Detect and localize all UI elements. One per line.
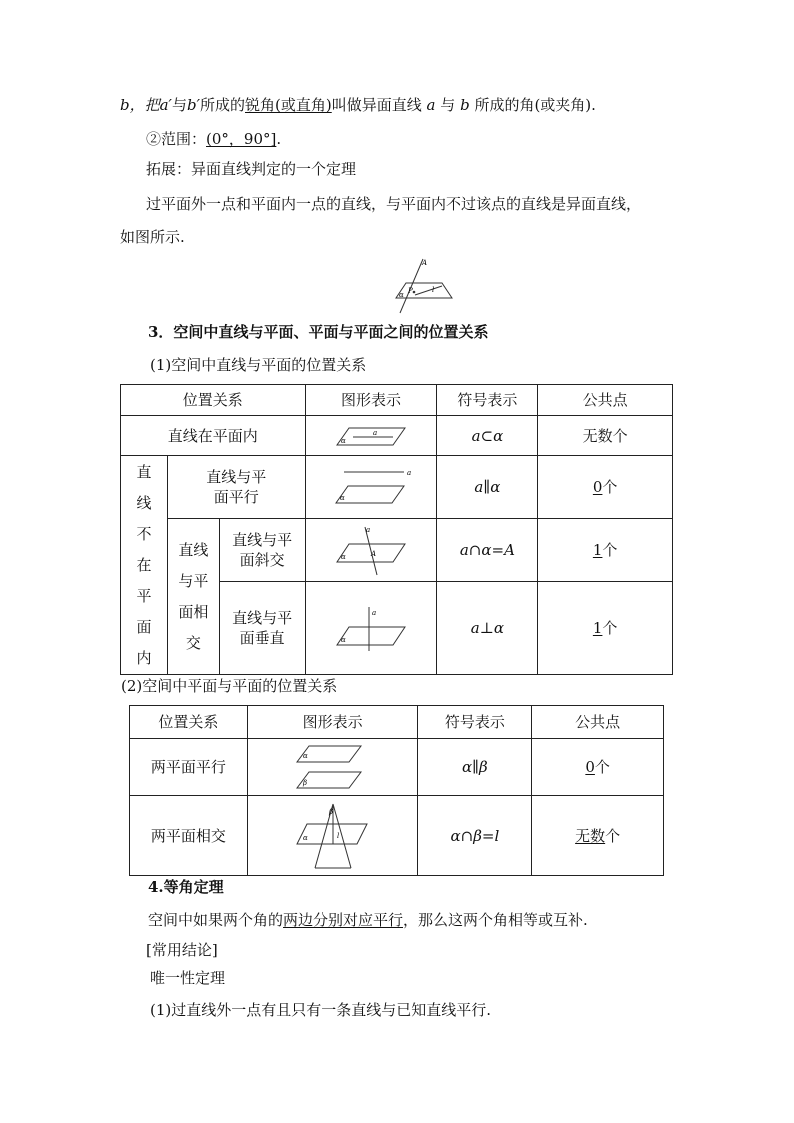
label-part: 面斜交 (239, 551, 285, 569)
symbol-perpendicular: a⊥α (437, 582, 538, 675)
answer-0: 0 (585, 758, 595, 776)
text-part: ，那么这两个角相等或互补. (403, 911, 588, 929)
points-perpendicular (538, 582, 673, 675)
line-oblique-plane-figure (329, 522, 413, 578)
section-4-body (148, 910, 588, 930)
row-label-parallel (167, 456, 305, 519)
label-alpha: α (341, 636, 346, 644)
table-row (121, 519, 673, 582)
label-a: a (373, 428, 378, 437)
header-common-points: 公共点 (538, 385, 673, 416)
answer-infinite: 无数 (575, 826, 606, 845)
row-label-planes-parallel: 两平面平行 (130, 739, 248, 796)
label-beta: β (328, 807, 333, 816)
label-a: a (407, 469, 412, 477)
range-line (146, 129, 281, 149)
label-not-in-plane (121, 456, 168, 675)
section-3-sub2: (2)空间中平面与平面的位置关系 (121, 677, 338, 695)
points-in-plane: 无数个 (538, 416, 673, 456)
text-called: 叫做异面直线 (331, 96, 422, 114)
parallel-planes-figure (293, 742, 373, 792)
symbol-planes-parallel: α∥β (418, 739, 532, 796)
section-3-title: 3．空间中直线与平面、平面与平面之间的位置关系 (148, 323, 489, 341)
figure-cell (305, 456, 437, 519)
header-figure: 图形表示 (305, 385, 437, 416)
answer-1: 1 (592, 619, 603, 637)
label-part: 面垂直 (239, 629, 285, 647)
table-row (130, 739, 664, 796)
char: 平 (136, 586, 152, 605)
text-a-prime: a′ (159, 96, 172, 114)
label-part: 直线与平 (206, 468, 267, 486)
extension-body-2: 如图所示. (120, 228, 185, 246)
char: 不 (136, 524, 152, 543)
char: 在 (136, 555, 152, 574)
label-P: P (408, 287, 413, 295)
table-row (121, 456, 673, 519)
section-3-sub1: (1)空间中直线与平面的位置关系 (150, 356, 367, 374)
symbol-planes-intersect: α∩β=l (418, 796, 532, 876)
unit: 个 (594, 758, 610, 776)
symbol-in-plane: a⊂α (437, 416, 538, 456)
intersecting-planes-figure (293, 800, 373, 872)
label-part: 直线与平 (232, 531, 293, 549)
header-relation: 位置关系 (130, 706, 248, 739)
figure-cell (247, 739, 418, 796)
char: 线 (136, 493, 152, 512)
header-figure: 图形表示 (247, 706, 418, 739)
label-alpha: α (399, 291, 404, 299)
figure-cell (305, 416, 437, 456)
label-l: l (432, 286, 435, 294)
row-label-in-plane: 直线在平面内 (121, 416, 306, 456)
points-planes-intersect (532, 796, 664, 876)
header-common-points: 公共点 (532, 706, 664, 739)
label-alpha: α (341, 553, 346, 561)
text-b: b，把 (120, 96, 160, 114)
table-row (121, 416, 673, 456)
row-label-planes-intersect: 两平面相交 (130, 796, 248, 876)
label-part: 直线与平 (232, 609, 293, 627)
char: 面 (136, 617, 152, 636)
plane-shape (396, 283, 452, 298)
conclusions-tag: [常用结论] (146, 941, 218, 959)
extension-body-1: 过平面外一点和平面内一点的直线，与平面内不过该点的直线是异面直线， (146, 195, 642, 213)
char: 直线 (178, 540, 209, 559)
char: 交 (185, 633, 201, 652)
row-label-oblique (219, 519, 305, 582)
plane-shape (337, 627, 405, 645)
conclusions-item-1: (1)过直线外一点有且只有一条直线与已知直线平行. (150, 1001, 492, 1019)
answer-sides-parallel: 两边分别对应平行 (283, 911, 404, 929)
table-row (130, 796, 664, 876)
label-alpha: α (340, 494, 345, 502)
line-perpendicular-plane-figure (329, 603, 413, 653)
symbol-oblique: a∩α=A (437, 519, 538, 582)
extension-title: 拓展：异面直线判定的一个定理 (146, 160, 357, 178)
label-part: 面平行 (213, 488, 259, 506)
label-alpha: α (302, 752, 308, 760)
label-alpha: α (302, 833, 308, 842)
conclusions-title: 唯一性定理 (150, 969, 226, 987)
table-header-row (121, 385, 673, 416)
range-end: . (276, 130, 282, 148)
text-angle-end: 所成的角(或夹角). (474, 96, 596, 114)
header-symbol: 符号表示 (437, 385, 538, 416)
char: 直 (136, 462, 152, 481)
section-4-title: 4.等角定理 (148, 878, 224, 896)
label-a: a (366, 526, 371, 534)
figure-cell (247, 796, 418, 876)
label-intersect (167, 519, 219, 675)
text-b-2: b (460, 96, 470, 114)
text-b-prime: b′ (186, 96, 200, 114)
symbol-parallel: a∥α (437, 456, 538, 519)
text-part: 空间中如果两个角的 (148, 911, 284, 929)
range-label: ②范围： (146, 130, 207, 148)
plane-shape (336, 486, 404, 503)
label-A: A (371, 550, 377, 558)
label-alpha: α (341, 436, 346, 445)
text-and: 与 (171, 96, 187, 114)
answer-acute-angle: 锐角(或直角) (245, 96, 332, 114)
unit: 个 (602, 478, 618, 496)
label-A: A (422, 259, 428, 267)
char: 面相 (178, 602, 209, 621)
points-parallel (538, 456, 673, 519)
line-in-plane-figure (331, 423, 411, 449)
char: 与平 (178, 571, 209, 590)
point-p (413, 291, 416, 294)
header-relation: 位置关系 (121, 385, 306, 416)
range-value: (0°，90°] (206, 130, 277, 148)
answer-1: 1 (592, 541, 603, 559)
plane-plane-table (129, 705, 664, 876)
figure-cell (305, 582, 437, 675)
points-oblique (538, 519, 673, 582)
label-l: l (336, 831, 339, 840)
text-a: a (426, 96, 436, 114)
char: 内 (136, 648, 152, 667)
table-header-row (130, 706, 664, 739)
unit: 个 (602, 619, 618, 637)
line-plane-table (120, 384, 673, 675)
unit: 个 (605, 826, 621, 845)
row-label-perpendicular (219, 582, 305, 675)
figure-cell (305, 519, 437, 582)
line-parallel-plane-figure (326, 467, 416, 507)
intro-line-1 (120, 95, 596, 115)
points-planes-parallel (532, 739, 664, 796)
line-l (415, 286, 442, 295)
text-formed: 所成的 (200, 96, 246, 114)
label-beta: β (302, 779, 307, 787)
plane-beta-edge (333, 804, 351, 868)
header-symbol: 符号表示 (418, 706, 532, 739)
skew-lines-figure (380, 255, 460, 315)
text-and-2: 与 (440, 96, 456, 114)
label-a: a (372, 609, 377, 617)
unit: 个 (602, 541, 618, 559)
answer-0: 0 (592, 478, 603, 496)
